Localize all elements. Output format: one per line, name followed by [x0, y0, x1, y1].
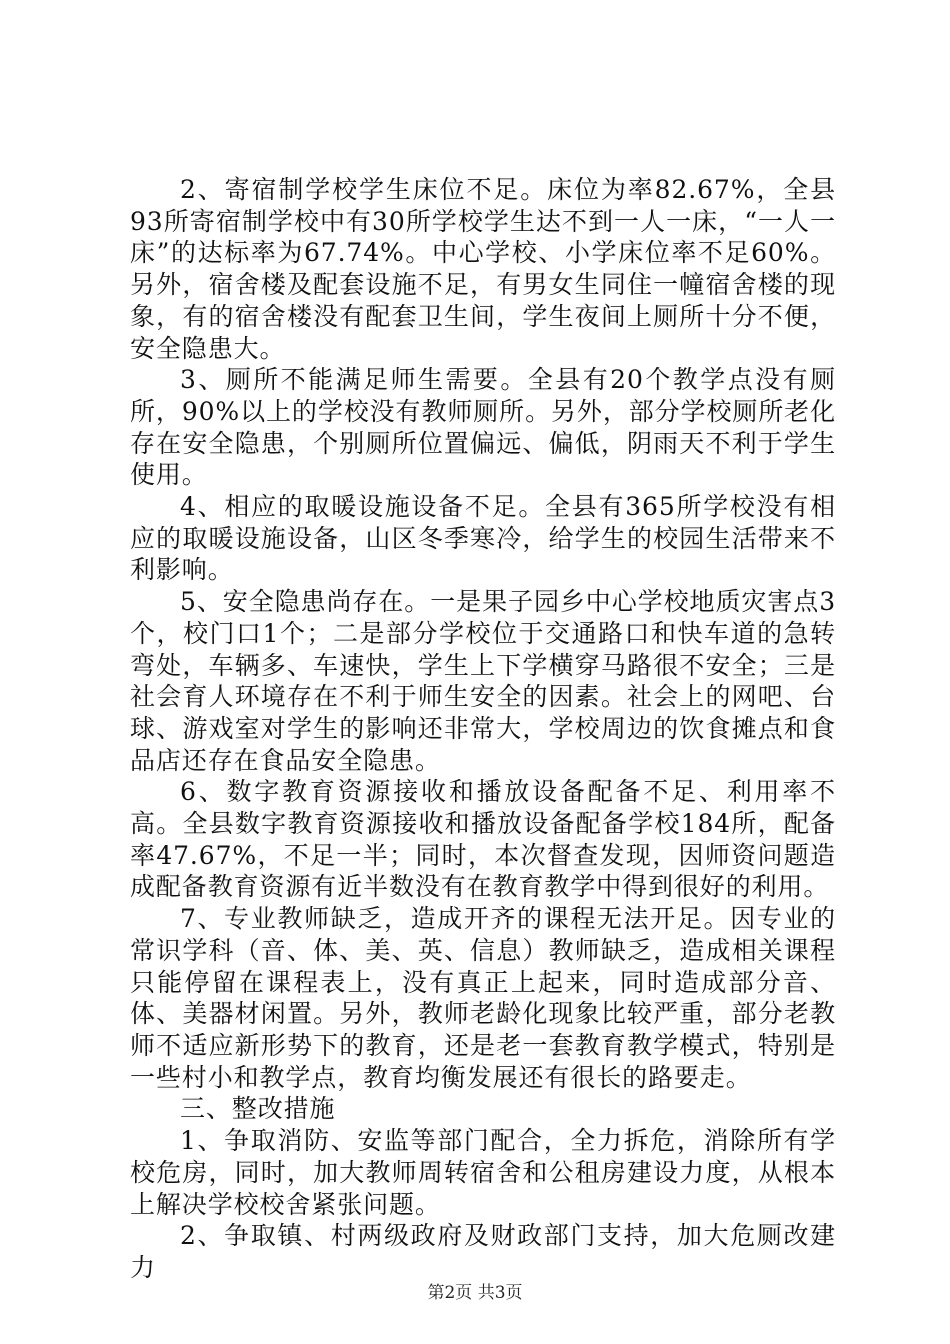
section-heading-rectification: 三、整改措施 — [180, 1094, 336, 1124]
paragraph-measure-1: 1、争取消防、安监等部门配合，全力拆危，消除所有学校危房，同时，加大教师周转宿舍和公租房建设力度，从根本上解决学校校舍紧张问题。 — [130, 1126, 836, 1219]
paragraph-dormitory-beds: 2、寄宿制学校学生床位不足。床位为率82.67%，全县93所寄宿制学校中有30所学校学生达不到一人一床，“一人一床”的达标率为67.74%。中心学校、小学床位率不足60%。另外，宿舍楼及配套设施不足，有男女生同住一幢宿舍楼的现象，有的宿舍楼没有配套卫生间，学生夜间上厕所十分不便，安全隐患大。 — [130, 175, 836, 363]
paragraph-heating: 4、相应的取暖设施设备不足。全县有365所学校没有相应的取暖设施设备，山区冬季寒冷，给学生的校园生活带来不利影响。 — [130, 492, 836, 585]
document-body — [130, 174, 836, 1284]
paragraph-safety-hazards: 5、安全隐患尚存在。一是果子园乡中心学校地质灾害点3个，校门口1个；二是部分学校位于交通路口和快车道的急转弯处，车辆多、车速快，学生上下学横穿马路很不安全；三是社会育人环境存在不利于师生安全的因素。社会上的网吧、台球、游戏室对学生的影响还非常大，学校周边的饮食摊点和食品店还存在食品安全隐患。 — [130, 587, 836, 775]
paragraph-digital-resources: 6、数字教育资源接收和播放设备配备不足、利用率不高。全县数字教育资源接收和播放设备配备学校184所，配备率47.67%，不足一半；同时，本次督查发现，因师资问题造成配备教育资源有近半数没有在教育教学中得到很好的利用。 — [130, 777, 836, 902]
paragraph-toilets: 3、厕所不能满足师生需要。全县有20个教学点没有厕所，90%以上的学校没有教师厕所。另外，部分学校厕所老化存在安全隐患，个别厕所位置偏远、偏低，阴雨天不利于学生使用。 — [130, 365, 836, 490]
paragraph-measure-2: 2、争取镇、村两级政府及财政部门支持，加大危厕改建力 — [130, 1221, 836, 1282]
page-number-footer: 第2页 共3页 — [427, 1283, 523, 1303]
paragraph-teacher-shortage: 7、专业教师缺乏，造成开齐的课程无法开足。因专业的常识学科（音、体、美、英、信息）教师缺乏，造成相关课程只能停留在课程表上，没有真正上起来，同时造成部分音、体、美器材闲置。另外，教师老龄化现象比较严重，部分老教师不适应新形势下的教育，还是老一套教育教学模式，特别是一些村小和教学点，教育均衡发展还有很长的路要走。 — [130, 904, 836, 1092]
